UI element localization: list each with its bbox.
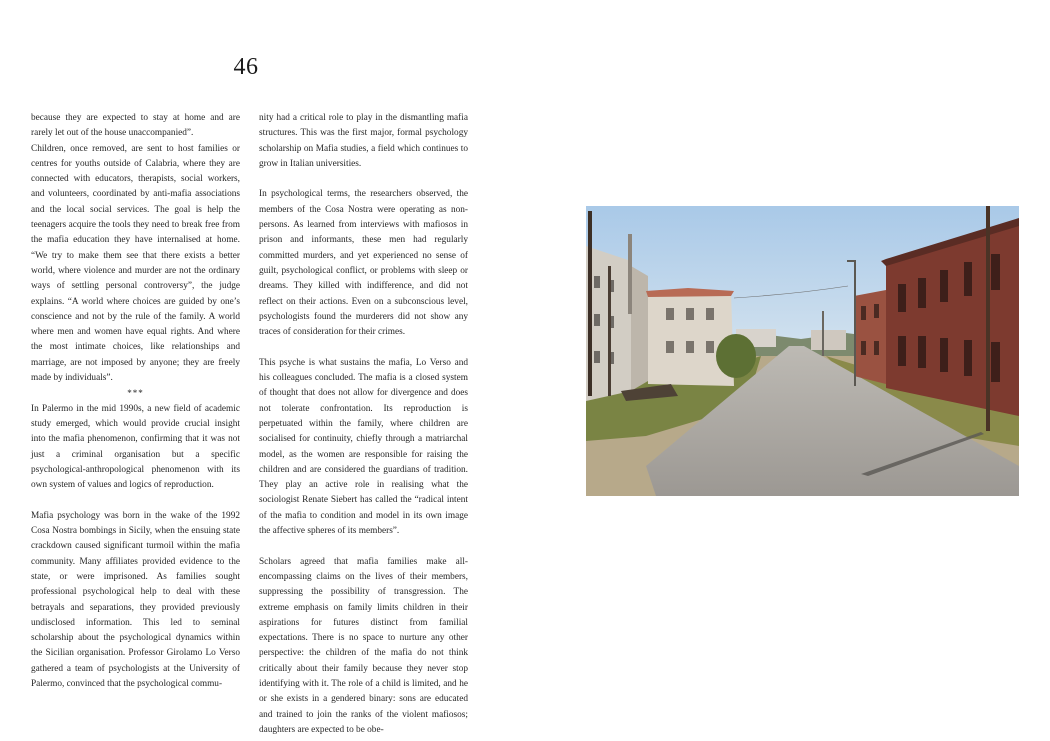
paragraph: Mafia psychology was born in the wake of the 1992 Cosa Nostra bombings in Sicily, when the ensuing state crackdown caused significant turmoil within the mafia community. Many affiliates provided evidence to the state, or were imprisoned. As families sought professional psychological help to deal with these betrayals and separations, they provided previously undisclosed information. This led to seminal scholarship about the psychological dynamics within the Sicilian organisation. Professor Girolamo Lo Verso gathered a team of psychologists at the University of Palermo, convinced that the psychological commu- [31,510,240,689]
far-red-building [854,290,886,384]
page-number: 46 [233,54,259,80]
utility-pole [608,266,611,396]
utility-pole [588,211,592,396]
text-column-right [259,111,468,738]
paragraph: Scholars agreed that mafia families make all-encompassing claims on the lives of their members, suppressing the possibility of transgression. The extreme emphasis on family limits children in their aspirations for futures distinct from familial expectations. There is no space to nurture any other perspective: the children of the mafia do not think critically about their family because they never stop identifying with it. The role of a child is limited, and he or she exists in a gendered binary: sons are educated and trained to join the ranks of the violent mafiosos; daughters are expected to be obe- [259,556,468,735]
paragraph: In Palermo in the mid 1990s, a new field of academic study emerged, which would provide crucial insight into the mafia phenomenon, confirming that it was not just a criminal organisation but a specific psychological-anthropological phenomenon with its own system of values and logics of reproduction. [31,403,240,491]
paragraph: nity had a critical role to play in the dismantling mafia structures. This was the first major, formal psychology scholarship on Mafia studies, a field which continues to grow in Italian universities. [259,113,468,169]
paragraph: In psychological terms, the researchers observed, the members of the Cosa Nostra were operating as non-persons. As learned from interviews with mafiosos in prison and informants, these men had regularly committed murders, and yet experienced no sense of guilt, psychological conflict, or problems with sleep or dreams. They killed with indifference, and did not reflect on their actions. Even on a subconscious level, psychologists found the murderers did not show any traces of consideration for their crimes. [259,189,468,338]
middle-white-building [648,291,734,386]
utility-pole [986,206,990,431]
text-column-left [31,111,240,692]
paragraph: because they are expected to stay at home and are rarely let out of the house unaccompanied”. [31,113,240,139]
street-lamp [854,261,856,386]
paragraph: Children, once removed, are sent to host families or centres for youths outside of Calabria, where they are connected with educators, therapists, social workers, and volunteers, coordinated by anti-mafia associations and the local social services. The goal is help the teenagers acquire the tools they need to break free from the mafia education they have internalised at home. “We try to make them see that there exists a better world, where violence and murder are not the ordinary ways of settling personal controversy”, the judge explains. “A world where choices are guided by one’s conscience and not by the rule of the family. A world where men and women have equal rights. And where the most intimate choices, like relationships and marriage, are not imposed by anyone; they are freely made by individuals”. [31,143,240,384]
tree [716,334,756,378]
chimney [628,234,632,314]
street-photograph [586,206,1019,496]
left-white-building-side [631,266,648,391]
distant-building [811,330,846,350]
section-divider: *** [127,388,144,399]
street-photograph-illustration [586,206,1019,496]
street-lamp [822,311,824,356]
paragraph: This psyche is what sustains the mafia, Lo Verso and his colleagues concluded. The mafia is a closed system of thought that does not allow for divergence and does not tolerate confrontation. Its reproduction is perpetuated within the family, where children are socialised for continuity, chiefly through a matriarchal model, as the women are responsible for raising the children and are considered the guardians of tradition. They play an active role in realising what the sociologist Renate Siebert has called the “radical intent of the mafia to condition and model in its own image the affective spheres of its members”. [259,357,468,537]
